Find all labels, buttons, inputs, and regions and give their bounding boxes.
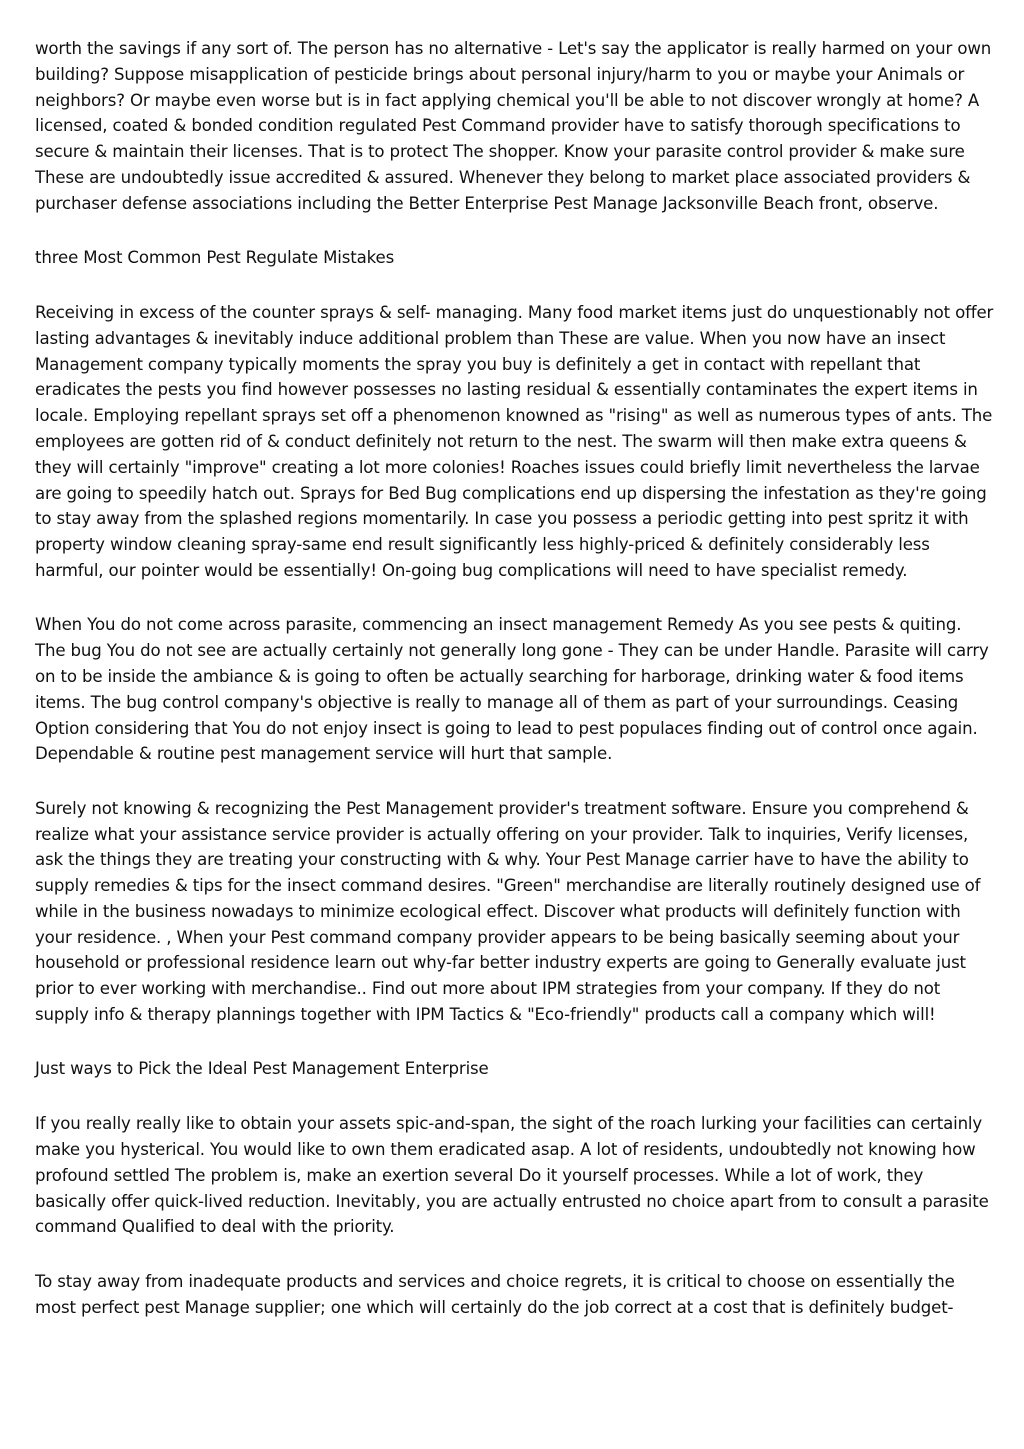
document-page [35,36,995,1349]
paragraph-stopping-treatment: When You do not come across parasite, commencing an insect management Remedy As you see pests & quiting. The bug You do not see are actually certainly not generally long gone - They can be under Handle. Parasite will carry on to be inside the ambiance & is going to often be actually searching for harborage, drinking water & food items items. The bug control company's objective is really to manage all of them as part of your surroundings. Ceasing Option considering that You do not enjoy insect is going to lead to pest populaces finding out of control once again. Dependable & routine pest management service will hurt that sample. [35,615,989,764]
paragraph-savings-licensing: worth the savings if any sort of. The person has no alternative - Let's say the applicator is really harmed on your own building? Suppose misapplication of pesticide brings about personal injury/harm to you or maybe your Animals or neighbors? Or maybe even worse but is in fact applying chemical you'll be able to not discover wrongly at home? A licensed, coated & bonded condition regulated Pest Command provider have to satisfy thorough specifications to secure & maintain their licenses. That is to protect The shopper. Know your parasite control provider & make sure These are undoubtedly issue accredited & assured. Whenever they belong to market place associated providers & purchaser defense associations including the Better Enterprise Pest Manage Jacksonville Beach front, observe. [35,39,992,213]
paragraph-counter-sprays: Receiving in excess of the counter sprays & self- managing. Many food market items just do unquestionably not offer lasting advantages & inevitably induce additional problem than These are value. When you now have an insect Management company typically moments the spray you buy is definitely a get in contact with repellant that eradicates the pests you find however possesses no lasting residual & essentially contaminates the expert items in locale. Employing repellant sprays set off a phenomenon knowned as "rising" as well as numerous types of ants. The employees are gotten rid of & conduct definitely not return to the nest. The swarm will then make extra queens & they will certainly "improve" creating a lot more colonies! Roaches issues could briefly limit nevertheless the larvae are going to speedily hatch out. Sprays for Bed Bug complications end up dispersing the infestation as they're going to stay away from the splashed regions momentarily. In case you possess a periodic getting into pest spritz it with property window cleaning spray-same end result significantly less highly-priced & definitely considerably less harmful, our pointer would be essentially! On-going bug complications will need to have specialist remedy. [35,302,994,580]
heading-common-mistakes: three Most Common Pest Regulate Mistakes [35,248,395,268]
paragraph-roach-sight: If you really really like to obtain your assets spic-and-span, the sight of the roach lurking your facilities can certainly make you hysterical. You would like to own them eradicated asap. A lot of residents, undoubtedly not knowing how profound settled The problem is, make an exertion several Do it yourself processes. While a lot of work, they basically offer quick-lived reduction. Inevitably, you are actually entrusted no choice apart from to consult a parasite command Qualified to deal with the priority. [35,1114,989,1237]
heading-pick-company: Just ways to Pick the Ideal Pest Management Enterprise [35,1059,489,1079]
paragraph-treatment-program: Surely not knowing & recognizing the Pest Management provider's treatment software. Ensure you comprehend & realize what your assistance service provider is actually offering on your provider. Talk to inquiries, Verify licenses, ask the things they are treating your constructing with & why. Your Pest Manage carrier have to have the ability to supply remedies & tips for the insect command desires. "Green" merchandise are literally routinely designed use of while in the business nowadays to minimize ecological effect. Discover what products will definitely function with your residence. , When your Pest command company provider appears to be being basically seeming about your household or professional residence learn out why-far better industry experts are going to Generally evaluate just prior to ever working with merchandise.. Find out more about IPM strategies from your company. If they do not supply info & therapy plannings together with IPM Tactics & "Eco-friendly" products call a company which will! [35,798,981,1025]
paragraph-choose-supplier: To stay away from inadequate products and services and choice regrets, it is critical to choose on essentially the most perfect pest Manage supplier; one which will certainly do the job correct at a cost that is definitely budget- [35,1271,955,1317]
